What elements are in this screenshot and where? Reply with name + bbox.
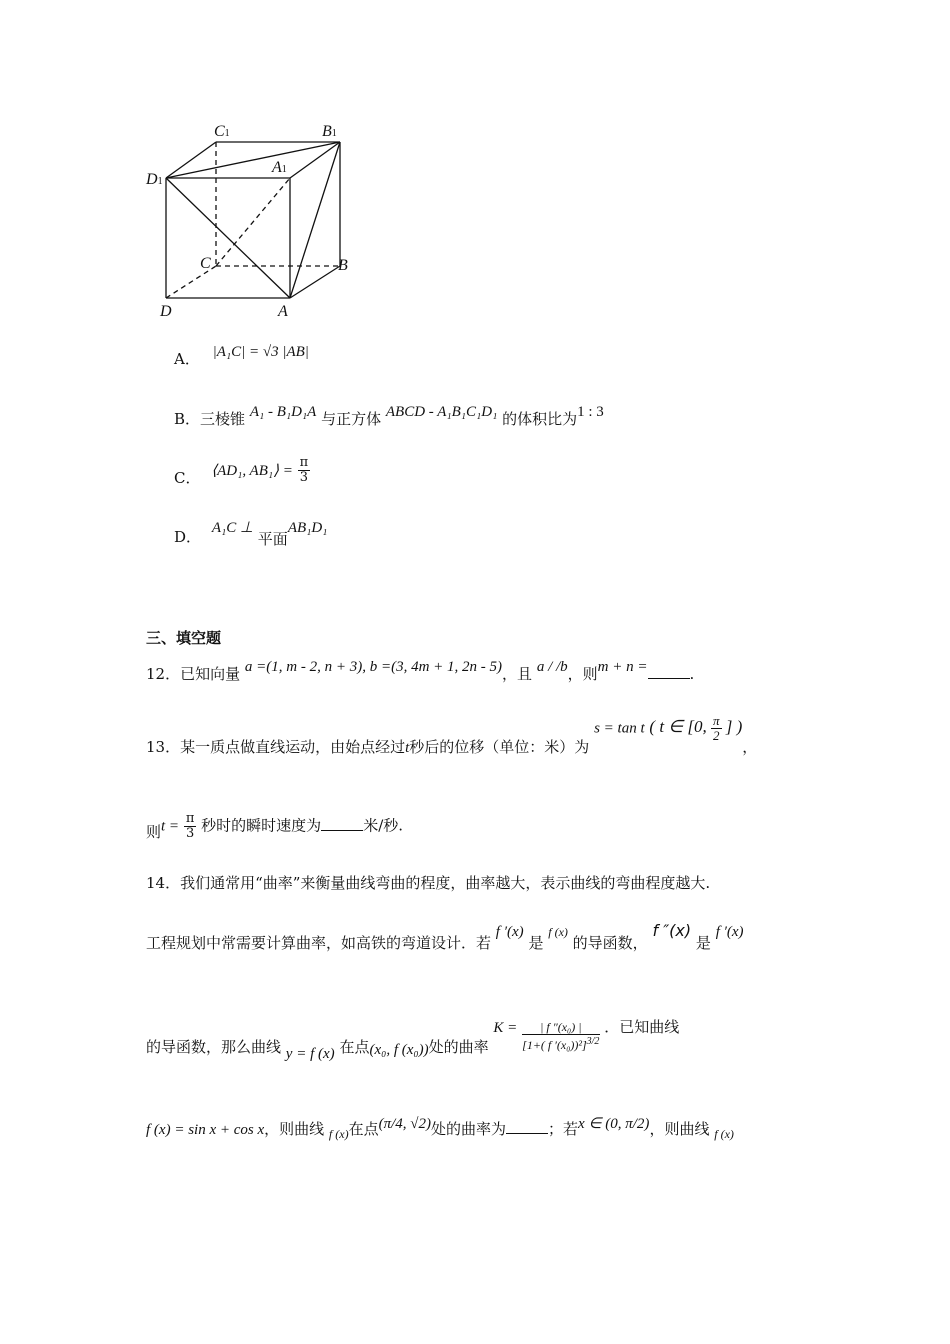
q12-text1: 已知向量 — [180, 665, 241, 683]
label-B1: B1 — [322, 123, 337, 140]
q13-number: 13． — [146, 738, 181, 757]
q13-domain-start: t ∈ [0, — [659, 717, 707, 737]
q13-text2: 秒后的位移（单位：米）为 — [409, 738, 590, 757]
option-d-text: 平面 — [257, 530, 288, 548]
q14-line3-d: ．已知曲线 — [604, 1018, 680, 1036]
option-c-num: π — [299, 455, 309, 470]
q14-line4-d: ；若 — [548, 1120, 579, 1138]
q14-line4-pt: (π/4, √2) — [378, 1116, 431, 1132]
label-B: B — [338, 257, 348, 274]
q14-line3-c: 处的曲率 — [428, 1038, 489, 1056]
q14-K: K = — [493, 1020, 518, 1036]
option-d — [174, 516, 328, 548]
q14-line2 — [146, 920, 744, 952]
q13-comma: ， — [742, 738, 758, 757]
option-c-expr: ⟨AD₁, AB₁⟩ = — [211, 462, 293, 479]
q14-K-den-wrap — [522, 1035, 599, 1052]
q13-t: t — [405, 740, 410, 757]
option-a-expr: |A₁C| = √3 |AB| — [212, 344, 309, 360]
q14-fprime2: f ′(x) — [715, 924, 744, 940]
q12-blank — [648, 666, 690, 679]
q14-K-exp: 3/2 — [586, 1036, 600, 1047]
option-c-den: 3 — [299, 470, 309, 485]
label-D: D — [160, 303, 172, 320]
option-a — [174, 340, 309, 368]
option-c-frac — [298, 456, 311, 485]
option-b-expr2: ABCD - A₁B₁C₁D₁ — [385, 404, 498, 420]
option-b — [174, 400, 604, 428]
option-c-label: C． — [174, 468, 201, 487]
question-13 — [146, 713, 758, 757]
q14-blank — [506, 1121, 548, 1134]
q14-K-num: | f ″(x₀) | — [522, 1020, 599, 1035]
q14-line4 — [146, 1118, 734, 1139]
option-a-label: A． — [174, 350, 200, 368]
q14-number: 14． — [146, 874, 181, 892]
q13-line2-pi: π — [185, 811, 195, 826]
q14-line3-b: 在点 — [339, 1038, 370, 1056]
q14-line1 — [146, 872, 710, 893]
question-12 — [146, 655, 695, 683]
label-A1: A1 — [272, 159, 287, 176]
q14-fprime: f ′(x) — [495, 924, 524, 940]
option-b-text1: 三棱锥 — [200, 410, 246, 428]
q13-line2-text: 秒时的瞬时速度为 — [201, 816, 322, 835]
label-C: C — [200, 255, 211, 272]
q14-line3-a: 的导函数，那么曲线 — [146, 1038, 282, 1056]
q14-K-frac — [522, 1020, 599, 1052]
q14-curve: y = f (x) — [285, 1046, 335, 1062]
q14-line4-e: ，则曲线 — [649, 1120, 710, 1138]
q14-line3 — [146, 1012, 680, 1062]
q14-K-den: [1+( f ′(x₀))²] — [522, 1038, 587, 1052]
q14-line4-a: ，则曲线 — [264, 1120, 325, 1138]
option-d-label: D． — [174, 528, 202, 546]
q14-line2-d: 是 — [695, 934, 711, 952]
q14-line4-fx2: f (x) — [714, 1127, 734, 1141]
cube-figure — [140, 118, 370, 323]
q13-text1: 某一质点做直线运动，由始点经过 — [180, 738, 406, 757]
q14-line4-c: 处的曲率为 — [431, 1120, 507, 1138]
option-d-expr2: AB₁D₁ — [287, 520, 328, 536]
label-D1: D1 — [146, 171, 163, 188]
q12-text3: ，则 — [567, 665, 598, 683]
option-b-text2: 与正方体 — [321, 410, 382, 428]
q13-unit: 米/秒. — [363, 816, 404, 835]
q14-line4-fx: f (x) — [328, 1127, 349, 1141]
q14-line4-b: 在点 — [348, 1120, 379, 1138]
q13-blank — [321, 818, 363, 831]
label-A: A — [278, 303, 288, 320]
q14-line2-c: 的导函数， — [572, 934, 648, 952]
q13-line2-pre: 则 — [146, 822, 162, 841]
q13-domain: ( t ∈ [0, $\frac{\pi}{2}$ ] ) — [649, 713, 743, 743]
section-title: 三、填空题 — [146, 629, 222, 647]
option-d-expr1: A₁C ⊥ — [211, 520, 254, 536]
option-b-expr1: A₁ - B₁D₁A — [249, 404, 317, 420]
q13-close: ] ) — [725, 717, 743, 737]
q13-two: 2 — [712, 728, 720, 743]
q12-text2: ，且 — [502, 665, 533, 683]
q14-fx: f (x) — [548, 925, 568, 939]
q13-expr: s = tan t — [594, 720, 645, 737]
q12-cond: a / /b — [536, 659, 568, 675]
label-C1: C1 — [214, 123, 230, 140]
q13-line2-three: 3 — [185, 826, 195, 841]
q13-line2-frac — [184, 812, 197, 841]
option-b-label: B． — [174, 410, 201, 428]
option-b-text3: 的体积比为 — [502, 410, 578, 428]
q12-ask: m + n = — [597, 659, 648, 675]
q13-line2-t: t = — [161, 818, 180, 835]
q14-line1-text: 我们通常用“曲率”来衡量曲线弯曲的程度，曲率越大，表示曲线的弯曲程度越大. — [180, 874, 711, 892]
question-13-line2 — [146, 812, 403, 841]
q12-expr: a =(1, m - 2, n + 3), b =(3, 4m + 1, 2n - 5) — [244, 659, 503, 675]
q12-number: 12． — [146, 665, 181, 683]
q13-pi: π — [712, 713, 720, 728]
q14-line2-b: 是 — [528, 934, 544, 952]
q14-line2-a: 工程规划中常需要计算曲率，如高铁的弯道设计．若 — [146, 934, 492, 952]
q12-end: . — [689, 665, 695, 683]
q14-line4-x: x ∈ (0, π/2) — [578, 1116, 650, 1132]
q14-line4-f: f (x) = sin x + cos x — [146, 1122, 265, 1138]
q14-fdd: f ″(x) — [652, 921, 692, 940]
q14-point: (x₀, f (x₀)) — [369, 1042, 429, 1058]
q13-frac — [711, 714, 722, 743]
option-c — [174, 456, 310, 485]
option-b-ratio: 1 : 3 — [577, 404, 604, 420]
